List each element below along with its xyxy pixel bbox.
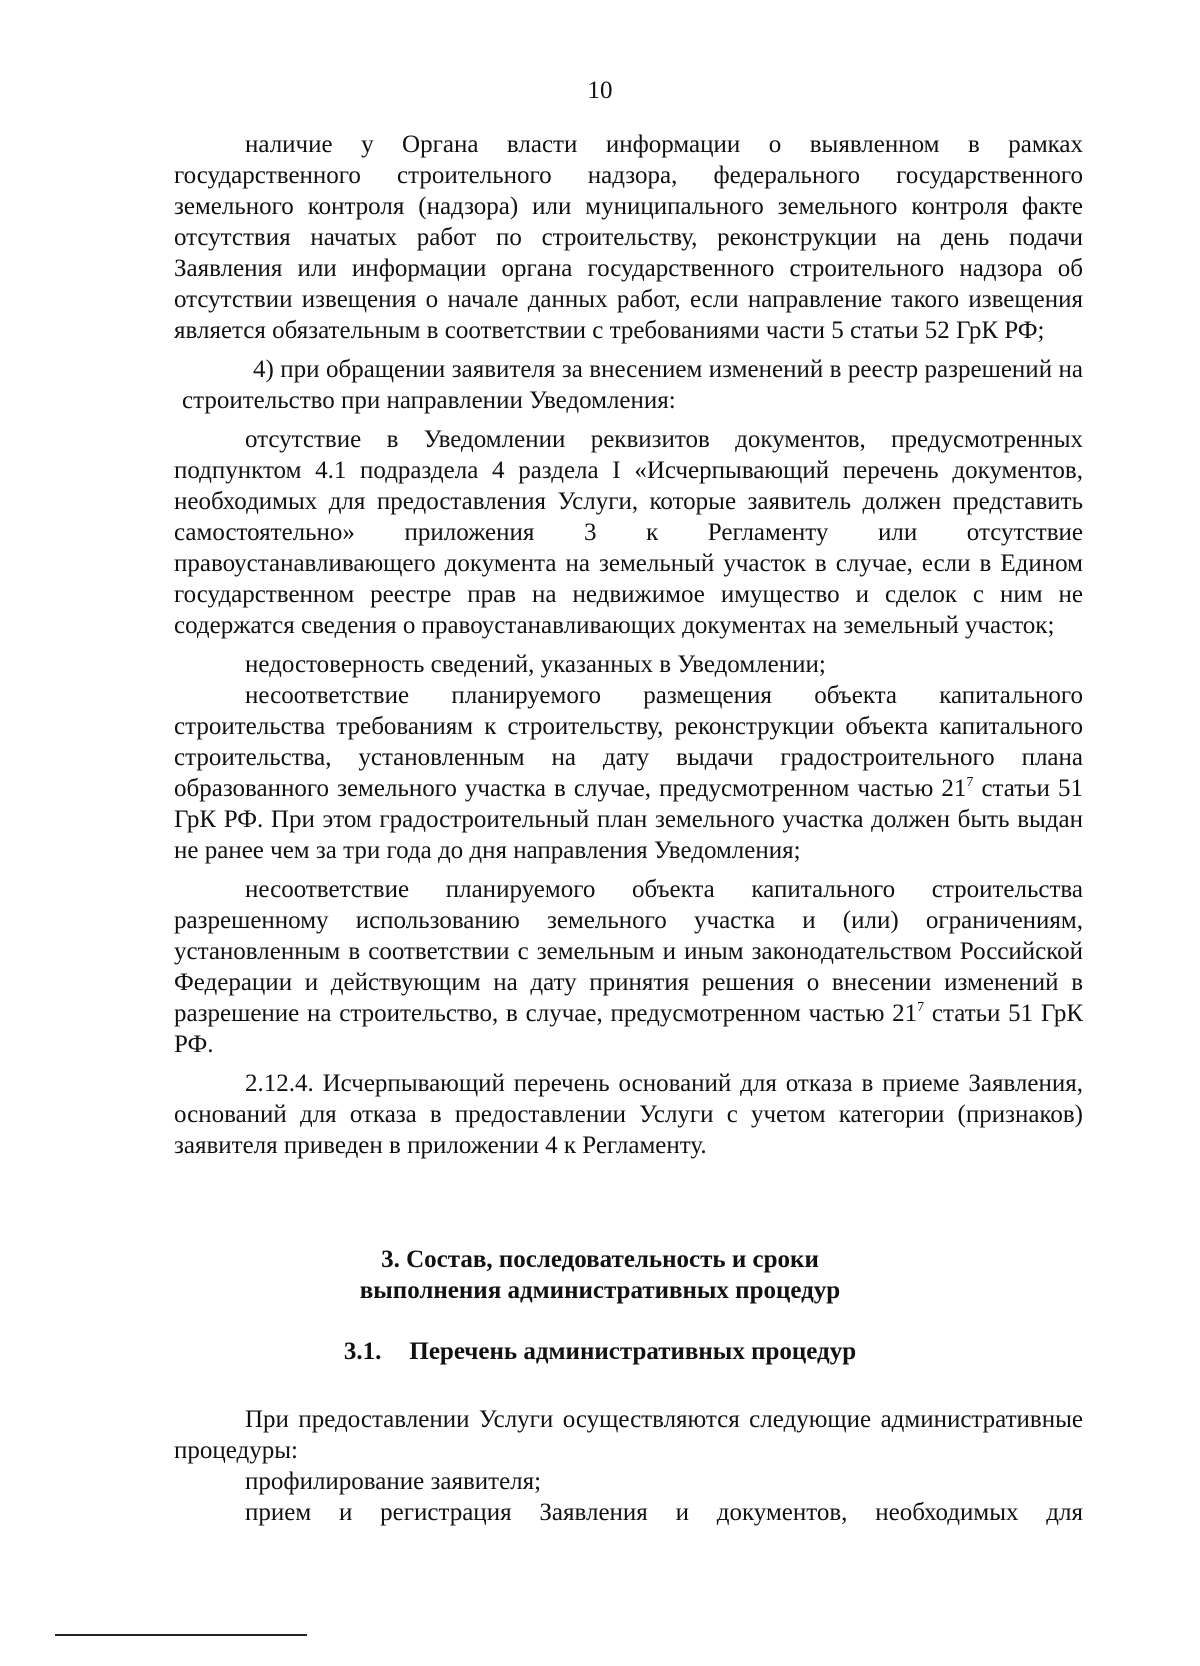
body-text	[174, 129, 1083, 1161]
paragraph-text-after-superscript: статьи 51 ГрК РФ.	[174, 1000, 1083, 1058]
section-heading-line-2: выполнения административных процедур	[359, 1277, 841, 1304]
section-heading	[0, 1244, 1200, 1306]
paragraph-unreliable-info: недостоверность сведений, указанных в Уведомлении;	[245, 651, 826, 678]
list-item-reception: прием и регистрация Заявления и документов, необходимых для	[245, 1499, 1083, 1526]
page-number: 10	[587, 77, 613, 104]
paragraph-text-after-superscript: статьи 51 ГрК РФ. При этом градостроительный план земельного участка должен быть выдан не ранее чем за три года до дня направления Уведомления;	[174, 775, 1083, 864]
superscript: 7	[917, 1000, 925, 1015]
paragraph-procedures-intro: При предоставлении Услуги осуществляются следующие административные процедуры:	[174, 1406, 1083, 1464]
paragraph-use-mismatch	[174, 874, 1083, 1060]
paragraph-item-4: 4) при обращении заявителя за внесением изменений в реестр разрешений на строительство при направлении Уведомления:	[182, 356, 1083, 414]
superscript: 7	[966, 775, 974, 790]
procedures-text	[174, 1404, 1083, 1528]
paragraph-text-before-superscript: несоответствие планируемого объекта капитального строительства разрешенному использованию земельного участка и (или) ограничениям, установленным в соответствии с земельным и иным законодательством Российской Федерации и действующим на дату принятия решения о внесении изменений в разрешение на строительство, в случае, предусмотренном частью 21	[174, 876, 1083, 1027]
subsection-heading	[0, 1336, 1200, 1367]
section-heading-line-1: 3. Состав, последовательность и сроки	[381, 1246, 819, 1273]
subsection-number: 3.1.	[343, 1338, 382, 1365]
paragraph-missing-requisites: отсутствие в Уведомлении реквизитов документов, предусмотренных подпунктом 4.1 подраздела 4 раздела I «Исчерпывающий перечень документов, необходимых для предоставления Услуги, которые заявитель должен представить самостоятельно» приложения 3 к Регламенту или отсутствие правоустанавливающего документа на земельный участок в случае, если в Едином государственном реестре прав на недвижимое имущество и сделок с ним не содержатся сведения о правоустанавливающих документах на земельный участок;	[174, 426, 1083, 639]
paragraph-information-absence: наличие у Органа власти информации о выявленном в рамках государственного строительного надзора, федерального государственного земельного контроля (надзора) или муниципального земельного контроля факте отсутствия начатых работ по строительству, реконструкции на день подачи Заявления или информации органа государственного строительного надзора об отсутствии извещения о начале данных работ, если направление такого извещения является обязательным в соответствии с требованиями части 5 статьи 52 ГрК РФ;	[174, 131, 1083, 344]
paragraph-placement-mismatch	[174, 680, 1083, 866]
subsection-title: Перечень административных процедур	[409, 1338, 857, 1365]
paragraph-2-12-4: 2.12.4. Исчерпывающий перечень оснований для отказа в приеме Заявления, оснований для отказа в предоставлении Услуги с учетом категории (признаков) заявителя приведен в приложении 4 к Регламенту.	[174, 1070, 1083, 1159]
paragraph-text-before-superscript: несоответствие планируемого размещения объекта капитального строительства требованиям к строительству, реконструкции объекта капитального строительства, установленным на дату выдачи градостроительного плана образованного земельного участка в случае, предусмотренном частью 21	[174, 682, 1083, 802]
list-item-profiling: профилирование заявителя;	[245, 1468, 542, 1495]
footnote-divider	[55, 1634, 307, 1636]
